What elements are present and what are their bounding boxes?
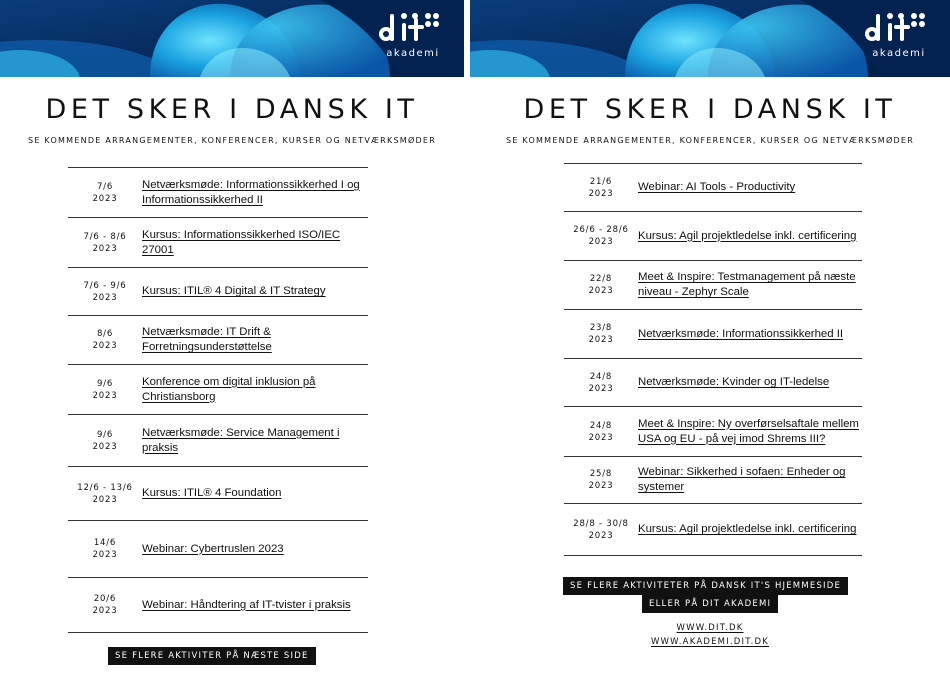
event-date: 12/6 - 13/6 2023 bbox=[77, 482, 133, 505]
event-row bbox=[564, 504, 862, 556]
more-activities-button[interactable]: SE FLERE AKTIVITER PÅ NÆSTE SIDE bbox=[108, 647, 316, 665]
logo-subtext: akademi bbox=[872, 48, 926, 59]
event-link[interactable]: Netværksmøde: Service Management i praksis bbox=[142, 426, 340, 454]
event-link[interactable]: Meet & Inspire: Testmanagement på næste niveau - Zephyr Scale bbox=[638, 271, 856, 298]
page-subtitle: SE KOMMENDE ARRANGEMENTER, KONFERENCER, KURSER OG NETVÆRKSMØDER bbox=[505, 136, 915, 145]
event-link[interactable]: Netværksmøde: IT Drift & Forretningsunderstøttelse bbox=[142, 326, 272, 353]
event-date: 20/6 2023 bbox=[92, 594, 118, 616]
event-row bbox=[564, 359, 862, 407]
event-date: 24/8 2023 bbox=[588, 420, 614, 443]
page-subtitle: SE KOMMENDE ARRANGEMENTER, KONFERENCER, KURSER OG NETVÆRKSMØDER bbox=[27, 136, 437, 145]
event-row bbox=[564, 407, 862, 457]
event-list-right bbox=[564, 163, 862, 556]
dit-logo-icon bbox=[864, 10, 934, 46]
event-row bbox=[564, 212, 862, 261]
event-link[interactable]: Webinar: Cybertruslen 2023 bbox=[142, 542, 284, 555]
event-link[interactable]: Webinar: Sikkerhed i sofaen: Enheder og systemer bbox=[638, 466, 846, 493]
event-date: 24/8 2023 bbox=[588, 371, 614, 394]
event-row bbox=[68, 316, 368, 365]
page-title: DET SKER I DANSK IT bbox=[45, 94, 419, 125]
event-date: 22/8 2023 bbox=[588, 274, 614, 296]
event-date: 7/6 2023 bbox=[92, 181, 118, 204]
event-date: 23/8 2023 bbox=[588, 323, 614, 345]
dit-logo-icon bbox=[378, 10, 448, 46]
dit-akademi-logo bbox=[374, 10, 452, 59]
dit-website-link[interactable]: WWW.DIT.DK bbox=[676, 623, 744, 633]
event-link[interactable]: Netværksmøde: Informationssikkerhed I og Informationssikkerhed II bbox=[142, 178, 360, 206]
event-row bbox=[564, 261, 862, 310]
event-row bbox=[68, 365, 368, 415]
event-link[interactable]: Kursus: Informationssikkerhed ISO/IEC 27001 bbox=[142, 228, 341, 256]
event-link[interactable]: Konference om digital inklusion på Christiansborg bbox=[142, 375, 316, 403]
event-row bbox=[68, 467, 368, 521]
event-row bbox=[68, 168, 368, 218]
dit-akademi-button[interactable]: ELLER PÅ DIT AKADEMI bbox=[642, 595, 778, 613]
flyer-page-right bbox=[470, 0, 950, 688]
event-link[interactable]: Kursus: ITIL® 4 Digital & IT Strategy bbox=[142, 285, 326, 297]
event-link[interactable]: Meet & Inspire: Ny overførselsaftale mellem USA og EU - på vej imod Shrems III? bbox=[638, 417, 859, 445]
event-date: 7/6 - 9/6 2023 bbox=[83, 280, 127, 303]
event-date: 9/6 2023 bbox=[92, 378, 118, 401]
event-date: 26/6 - 28/6 2023 bbox=[573, 225, 629, 247]
event-link[interactable]: Kursus: ITIL® 4 Foundation bbox=[142, 487, 282, 499]
event-link[interactable]: Kursus: Agil projektledelse inkl. certificering bbox=[638, 523, 857, 535]
event-row bbox=[68, 218, 368, 268]
logo-subtext: akademi bbox=[386, 48, 440, 59]
flyer-page-left bbox=[0, 0, 464, 688]
event-row bbox=[564, 310, 862, 359]
event-link[interactable]: Webinar: Håndtering af IT-tvister i praksis bbox=[142, 598, 351, 611]
page-title: DET SKER I DANSK IT bbox=[523, 94, 897, 125]
event-date: 25/8 2023 bbox=[588, 469, 614, 491]
event-list-left bbox=[68, 167, 368, 633]
event-link[interactable]: Netværksmøde: Kvinder og IT-ledelse bbox=[638, 376, 830, 388]
event-row bbox=[68, 415, 368, 467]
event-row bbox=[68, 268, 368, 316]
event-link[interactable]: Kursus: Agil projektledelse inkl. certificering bbox=[638, 229, 857, 242]
event-row bbox=[564, 164, 862, 212]
event-row bbox=[68, 521, 368, 578]
event-date: 9/6 2023 bbox=[92, 429, 118, 452]
event-row bbox=[564, 457, 862, 504]
dit-akademi-logo bbox=[860, 10, 938, 59]
event-date: 21/6 2023 bbox=[588, 176, 614, 199]
dansk-it-website-button[interactable]: SE FLERE AKTIVITETER PÅ DANSK IT'S HJEMMESIDE bbox=[563, 577, 848, 595]
event-row bbox=[68, 578, 368, 633]
event-date: 8/6 2023 bbox=[92, 329, 118, 351]
event-link[interactable]: Netværksmøde: Informationssikkerhed II bbox=[638, 327, 844, 340]
event-date: 7/6 - 8/6 2023 bbox=[83, 231, 127, 254]
akademi-website-link[interactable]: WWW.AKADEMI.DIT.DK bbox=[650, 637, 770, 647]
event-date: 28/8 - 30/8 2023 bbox=[573, 518, 629, 541]
event-date: 14/6 2023 bbox=[92, 538, 118, 560]
event-link[interactable]: Webinar: AI Tools - Productivity bbox=[638, 181, 796, 193]
